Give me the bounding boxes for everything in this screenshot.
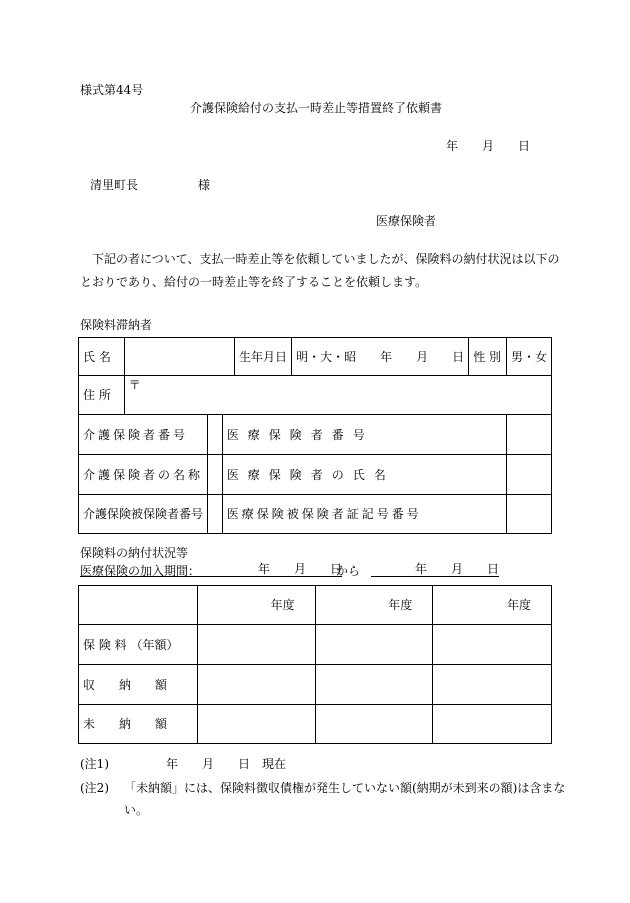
note1-label: (注1) [80, 757, 109, 771]
care-insurer-name-label: 介護保険者の名称 [79, 455, 208, 495]
year-header-3: 年度 [433, 586, 552, 625]
document-title: 介護保険給付の支払一時差止等措置終了依頼書 [190, 101, 443, 115]
sex-label: 性 別 [469, 338, 507, 376]
note2-label: (注2) [80, 781, 109, 795]
addressee: 清里町長 様 [90, 178, 211, 192]
note1-text: 年 月 日 現在 [166, 757, 287, 771]
care-insurer-number-label: 介護保険者番号 [79, 415, 208, 455]
postal-mark: 〒 [128, 378, 141, 392]
body-text-line2: とおりであり、給付の一時差止等を終了することを依頼します。 [80, 275, 428, 289]
enrollment-period-kara: から [336, 564, 361, 578]
sex-field[interactable]: 男・女 [506, 338, 551, 376]
section-heading-delinquent: 保険料滞納者 [80, 318, 153, 332]
care-insurer-number-field[interactable] [208, 415, 223, 455]
medical-insurer-name-label: 医療保険者の氏名 [222, 455, 506, 495]
premium-cell-2[interactable] [315, 625, 433, 665]
form-number: 様式第44号 [80, 83, 144, 97]
address-label: 住 所 [79, 376, 125, 415]
unpaid-cell-2[interactable] [315, 705, 433, 744]
premium-cell-3[interactable] [433, 625, 552, 665]
delinquent-info-table [78, 337, 552, 534]
header-blank-cell [79, 586, 198, 625]
medical-insurer-number-field[interactable] [506, 415, 551, 455]
collected-amount-label: 収 納 額 [79, 665, 198, 705]
premium-annual-label: 保 険 料 （年額） [79, 625, 198, 665]
year-header-1: 年度 [197, 586, 315, 625]
enrollment-period-to[interactable]: 年 月 日 [371, 562, 499, 577]
collected-cell-3[interactable] [433, 665, 552, 705]
section-heading-payment-status: 保険料の納付状況等 [80, 546, 189, 560]
care-insurer-name-field[interactable] [208, 455, 223, 495]
collected-cell-1[interactable] [197, 665, 315, 705]
birthdate-field[interactable]: 明・大・昭 年 月 日 [292, 338, 469, 376]
medical-insured-card-number-field[interactable] [506, 495, 551, 534]
enrollment-period-from[interactable]: 年 月 日 [192, 562, 342, 577]
care-insured-number-label: 介護保険被保険者番号 [79, 495, 208, 534]
collected-cell-2[interactable] [315, 665, 433, 705]
unpaid-cell-1[interactable] [197, 705, 315, 744]
birthdate-label: 生年月日 [234, 338, 291, 376]
unpaid-cell-3[interactable] [433, 705, 552, 744]
care-insured-number-field[interactable] [208, 495, 223, 534]
sender-label: 医療保険者 [376, 214, 437, 228]
unpaid-amount-label: 未 納 額 [79, 705, 198, 744]
note2-text-line1: 「未納額」には、保険料徴収債権が発生していない額(納期が未到来の額)は含まな [124, 781, 566, 795]
medical-insurer-name-field[interactable] [506, 455, 551, 495]
note2-text-line2: い。 [124, 803, 149, 817]
name-label: 氏 名 [79, 338, 125, 376]
date-line: 年 月 日 [446, 139, 531, 153]
medical-insurer-number-label: 医療保険者番号 [222, 415, 506, 455]
name-field[interactable] [124, 338, 234, 376]
enrollment-period-label: 医療保険の加入期間： [80, 564, 201, 578]
address-field[interactable] [124, 376, 551, 415]
year-header-2: 年度 [315, 586, 433, 625]
premium-cell-1[interactable] [197, 625, 315, 665]
payment-status-table [78, 585, 552, 744]
medical-insured-card-number-label: 医療保険被保険者証記号番号 [222, 495, 506, 534]
body-text-line1: 下記の者について、支払一時差止等を依頼していましたが、保険料の納付状況は以下の [92, 252, 560, 266]
